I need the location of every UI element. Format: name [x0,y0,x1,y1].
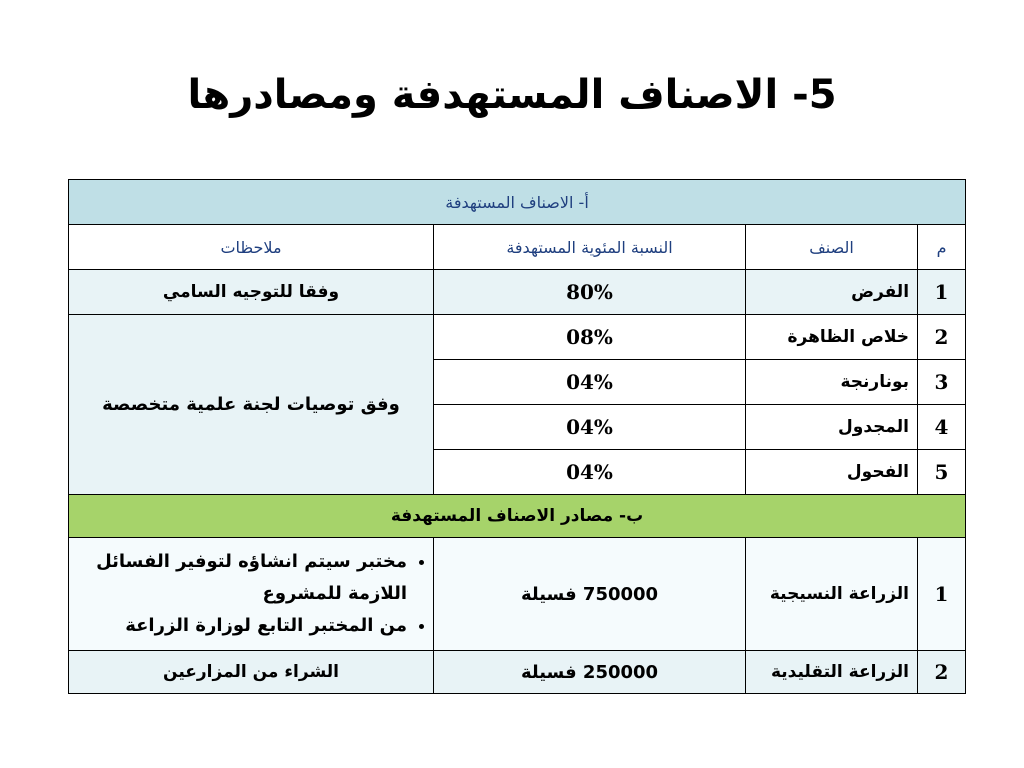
row-quantity: 250000 فسيلة [434,651,746,694]
row-index: 1 [918,270,966,315]
table-row [69,651,966,694]
row-index: 2 [918,315,966,360]
row-quantity: 750000 فسيلة [434,538,746,651]
list-item: • مختبر سيتم انشاؤه لتوفير الفسائل اللازمة للمشروع [77,546,407,610]
row-source: الزراعة التقليدية [746,651,918,694]
table-row [69,538,966,651]
row-index: 1 [918,538,966,651]
table-row [69,270,966,315]
row-index: 5 [918,450,966,495]
row-index: 3 [918,360,966,405]
section-b-header-row [69,495,966,538]
row-percent: 04% [434,450,746,495]
row-type: خلاص الظاهرة [746,315,918,360]
row-notes [69,538,434,651]
section-a-title: أ- الاصناف المستهدفة [69,180,966,225]
header-percent: النسبة المئوية المستهدفة [434,225,746,270]
row-note-merged: وفق توصيات لجنة علمية متخصصة [69,315,434,495]
row-index: 2 [918,651,966,694]
list-item: • من المختبر التابع لوزارة الزراعة [77,610,407,642]
row-type: المجدول [746,405,918,450]
row-note: الشراء من المزارعين [69,651,434,694]
row-type: الفحول [746,450,918,495]
section-a-header-row [69,180,966,225]
targets-table [68,179,966,694]
row-percent: 04% [434,360,746,405]
section-b-title: ب- مصادر الاصناف المستهدفة [69,495,966,538]
row-index: 4 [918,405,966,450]
header-notes: ملاحظات [69,225,434,270]
header-index: م [918,225,966,270]
row-percent: 04% [434,405,746,450]
notes-list [77,546,425,642]
row-type: الفرض [746,270,918,315]
row-source: الزراعة النسيجية [746,538,918,651]
column-header-row [69,225,966,270]
header-type: الصنف [746,225,918,270]
row-percent: 08% [434,315,746,360]
row-percent: 80% [434,270,746,315]
table-row [69,315,966,360]
row-type: بونارنجة [746,360,918,405]
slide-title: 5- الاصناف المستهدفة ومصادرها [187,72,837,118]
row-note: وفقا للتوجيه السامي [69,270,434,315]
